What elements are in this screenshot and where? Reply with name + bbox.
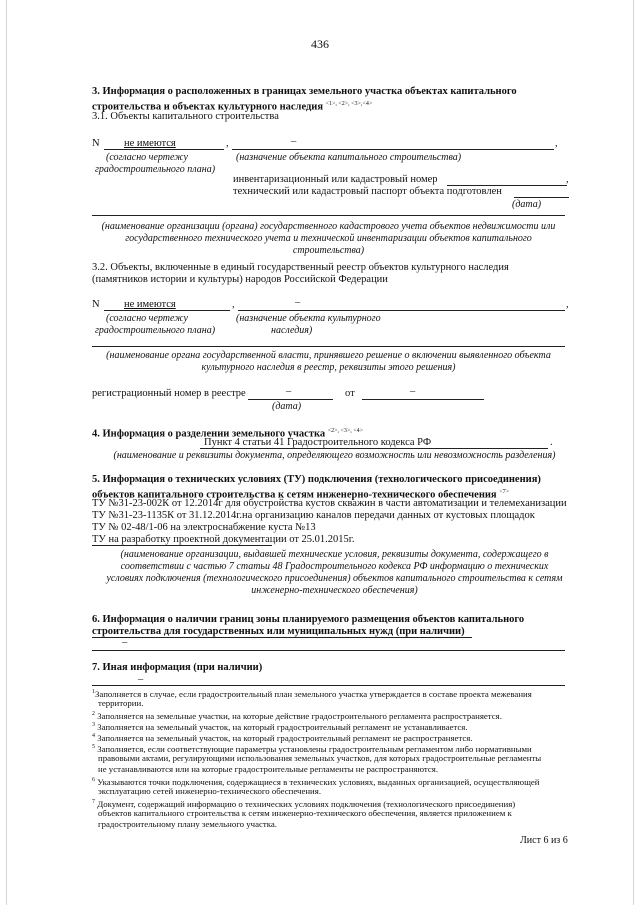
org-caption-line2: государственного технического учета и технической инвентаризации объектов капитального: [125, 233, 532, 244]
tu-line4: ТУ на разработку проектной документации от 25.01.2015г.: [92, 534, 355, 545]
caption-purpose2-line2: наследия): [271, 325, 313, 336]
registry-date-dash: –: [410, 386, 416, 397]
purpose-underline: [232, 149, 554, 150]
section4-caption: (наименование и реквизиты документа, определяющего возможность или невозможность разделения): [113, 450, 556, 461]
authority-caption-line2: культурного наследия в реестр, реквизиты этого решения): [201, 362, 456, 373]
n2-label: N: [92, 299, 100, 310]
section6-title-line2: строительства для государственных или муниципальных нужд (при наличии): [92, 626, 465, 637]
subsection-3-2-line2: (памятников истории и культуры) народов Российской Федерации: [92, 274, 388, 285]
n1-underline: [104, 149, 224, 150]
caption-drawing2-line2: градостроительного плана): [95, 325, 216, 336]
tu-line1: ТУ №31-23-002К от 12.2014г для обустройства кустов скважин в части автоматизации и телемеханизации: [92, 498, 567, 509]
heritage-underline: [238, 310, 565, 311]
registry-dash: –: [286, 386, 292, 397]
n2-dash: –: [295, 297, 301, 308]
n2-underline: [104, 310, 230, 311]
section3-title-line2: строительства и объектах культурного наследия $^{<1>, <2>, <3>,<4>}$: [92, 101, 373, 113]
footnote-7: $^7$ Документ, содержащий информацию о технических условиях подключения (технологического присоединения): [92, 798, 516, 809]
page-number: 436: [311, 37, 329, 51]
section6-underline: [92, 637, 472, 638]
registry-underline: [248, 399, 333, 400]
footnote-4: $^4$ Заполняется на земельный участок, на который градостроительный регламент не распространяется.: [92, 732, 473, 743]
n1-sep: ,: [226, 138, 229, 149]
caption-drawing-line2: градостроительного плана): [95, 164, 216, 175]
org-underline: [92, 215, 565, 216]
n1-end: ,: [555, 138, 558, 149]
footnote-7-cont2: градостроительному плану земельного участка.: [98, 819, 277, 829]
section5-footnote-ref: <7>: [499, 489, 510, 495]
section5-title-line2: объектов капитального строительства к сетям инженерно-технического обеспечения $^{<7>}$: [92, 489, 510, 501]
footnote-1: $^1$Заполняется в случае, если градостроительный план земельного участка утверждается в составе проекта межевания: [92, 688, 532, 699]
caption-drawing-line1: (согласно чертежу: [106, 152, 188, 163]
footnote-5-cont2: не устанавливаются или на которые градостроительные регламенты не распространяются.: [98, 764, 439, 774]
sheet-number: Лист 6 из 6: [520, 835, 568, 846]
section6-underline2: [92, 650, 565, 651]
section6-title-line1: 6. Информация о наличии границ зоны планируемого размещения объектов капитального: [92, 614, 525, 625]
registry-from: от: [345, 388, 355, 399]
subsection-3-2-line1: 3.2. Объекты, включенные в единый государственный реестр объектов культурного наследия: [92, 262, 509, 273]
section4-value: Пункт 4 статьи 41 Градостроительного кодекса РФ: [204, 437, 432, 448]
caption-purpose2-line1: (назначение объекта культурного: [236, 313, 381, 324]
caption-purpose: (назначение объекта капитального строительства): [236, 152, 462, 163]
authority-underline: [92, 346, 565, 347]
tu-line3: ТУ № 02-48/1-06 на электроснабжение куста №13: [92, 522, 316, 533]
n1-label: N: [92, 138, 100, 149]
footnote-6-cont: эксплуатацию сетей инженерно-технического обеспечения.: [98, 786, 322, 796]
n2-value: не имеются: [124, 299, 176, 310]
inventory-end: ,: [566, 174, 569, 185]
caption-drawing2-line1: (согласно чертежу: [106, 313, 188, 324]
footnote-5-cont1: правовыми актами, регулирующими использования земельных участков, для которых градостроительные регламенты: [98, 753, 542, 763]
scan-edge-right: [633, 0, 634, 905]
footnote-refs: <1>, <2>, <3>,<4>: [325, 101, 373, 107]
section5-caption-line4: инженерно-технического обеспечения): [251, 585, 418, 596]
section4-title: 4. Информация о разделении земельного участка $^{<2>, <3>, <4>}$: [92, 428, 364, 440]
registry-label: регистрационный номер в реестре: [92, 388, 246, 399]
footnote-1-cont: территории.: [98, 698, 144, 708]
n1-dash: –: [291, 136, 297, 147]
footnote-6: $^6$ Указываются точки подключения, содержащиеся в технических условиях, выданных организацией, осуществляющей: [92, 776, 540, 787]
section4-footnote-refs: <2>, <3>, <4>: [327, 428, 364, 434]
org-caption-line3: строительства): [292, 245, 365, 256]
section5-caption-line2: соответствии с частью 7 статьи 48 Градостроительного кодекса РФ информацию о технических: [120, 561, 549, 572]
section4-underline: [200, 448, 548, 449]
org-caption-line1: (наименование организации (органа) государственного кадастрового учета объектов недвижимости или: [101, 221, 556, 232]
passport-label: технический или кадастровый паспорт объекта подготовлен: [233, 186, 502, 197]
scan-edge-left: [6, 0, 7, 905]
section7-dash: –: [138, 674, 144, 685]
section3-title-line1: 3. Информация о расположенных в границах земельного участка объектах капитального: [92, 86, 517, 97]
tu-underline: [92, 545, 272, 546]
section4-end: .: [550, 437, 553, 448]
section7-underline: [92, 685, 565, 686]
footnote-5: $^5$ Заполняется, если соответствующие параметры установлены градостроительным регламентом либо нормативными: [92, 743, 532, 754]
registry-date-underline: [362, 399, 484, 400]
footnote-2: $^2$ Заполняется на земельные участки, на которые действие градостроительного регламента распространяется.: [92, 710, 502, 721]
footnote-3: $^3$ Заполняется на земельный участок, на который градостроительный регламент не устанавливается.: [92, 721, 468, 732]
subsection-3-1: 3.1. Объекты капитального строительства: [92, 111, 279, 122]
caption-date2: (дата): [272, 401, 302, 412]
n2-sep: ,: [232, 299, 235, 310]
section6-dash: –: [122, 637, 128, 648]
tu-line2: ТУ №31-23-1135К от 31.12.2014г.на организацию каналов передачи данных от кустовых площадок: [92, 510, 535, 521]
n1-value: не имеются: [124, 138, 176, 149]
section5-title-line1: 5. Информация о технических условиях (ТУ) подключения (технологического присоединения): [92, 474, 541, 485]
section5-caption-line1: (наименование организации, выдавшей технические условия, реквизиты документа, содержащего в: [120, 549, 549, 560]
footnote-7-cont1: объектов капитального строительства к сетям инженерно-технического обеспечения, является приложением к: [98, 808, 512, 818]
passport-underline: [514, 197, 569, 198]
n2-end: ,: [566, 299, 569, 310]
inventory-label: инвентаризационный или кадастровый номер: [233, 174, 438, 185]
authority-caption-line1: (наименование органа государственной власти, принявшего решение о включении выявленного объекта: [106, 350, 551, 361]
caption-date1: (дата): [512, 199, 542, 210]
section7-title: 7. Иная информация (при наличии): [92, 662, 263, 673]
section5-caption-line3: условиях подключения (технологического присоединения) объектов капитального строительства к сетям: [106, 573, 563, 584]
